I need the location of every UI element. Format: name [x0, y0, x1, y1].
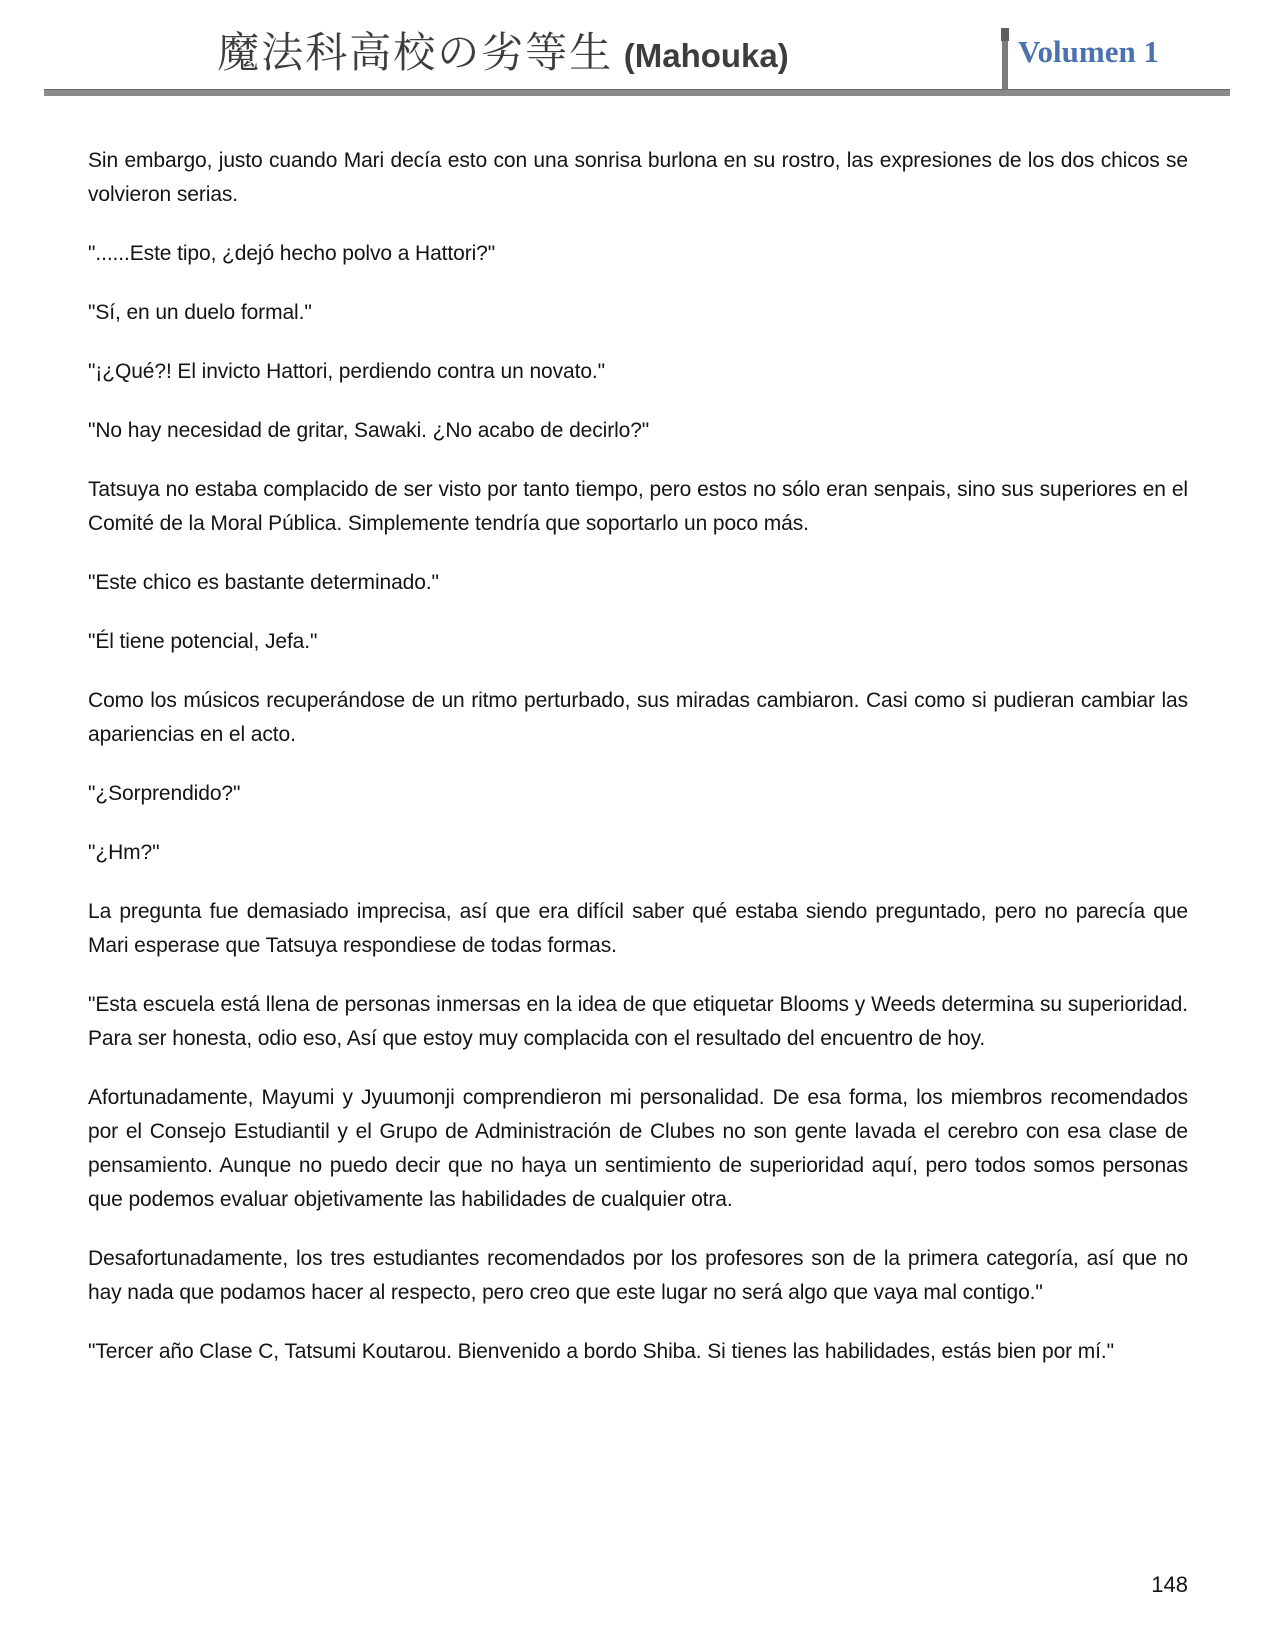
book-title-japanese: 魔法科高校の劣等生 — [217, 31, 614, 77]
header-horizontal-rule — [44, 89, 1230, 96]
paragraph: Desafortunadamente, los tres estudiantes recomendados por los profesores son de la primera categoría, así que no hay nada que podamos hacer al respecto, pero creo que este lugar no será algo que vaya mal contigo." — [88, 1247, 1188, 1304]
book-title-romaji: (Mahouka) — [623, 37, 789, 74]
paragraph: Sin embargo, justo cuando Mari decía esto con una sonrisa burlona en su rostro, las expresiones de los dos chicos se volvieron serias. — [88, 149, 1188, 206]
paragraph: "No hay necesidad de gritar, Sawaki. ¿No acabo de decirlo?" — [88, 419, 650, 442]
volume-label: Volumen 1 — [1018, 34, 1159, 69]
paragraph: Tatsuya no estaba complacido de ser visto por tanto tiempo, pero estos no sólo eran senpais, sino sus superiores en el Comité de la Moral Pública. Simplemente tendría que soportarlo un poco más. — [88, 478, 1188, 535]
page-header-title — [88, 24, 918, 93]
paragraph: "¿Hm?" — [88, 841, 160, 864]
paragraph: La pregunta fue demasiado imprecisa, así que era difícil saber qué estaba siendo preguntado, pero no parecía que Mari esperase que Tatsuya respondiese de todas formas. — [88, 900, 1188, 957]
paragraph: "Él tiene potencial, Jefa." — [88, 630, 318, 653]
paragraph: "¿Sorprendido?" — [88, 782, 241, 805]
paragraph: "Sí, en un duelo formal." — [88, 301, 312, 324]
paragraph: Afortunadamente, Mayumi y Jyuumonji comprendieron mi personalidad. De esa forma, los miembros recomendados por el Consejo Estudiantil y el Grupo de Administración de Clubes no son gente lavada el cerebro con esa clase de pensamiento. Aunque no puedo decir que no haya un sentimiento de superioridad aquí, pero todos somos personas que podemos evaluar objetivamente las habilidades de cualquier otra. — [88, 1086, 1188, 1211]
header-vertical-divider — [1002, 28, 1008, 90]
paragraph: "Tercer año Clase C, Tatsumi Koutarou. Bienvenido a bordo Shiba. Si tienes las habilidades, estás bien por mí." — [88, 1340, 1115, 1363]
paragraph: "......Este tipo, ¿dejó hecho polvo a Hattori?" — [88, 242, 496, 265]
paragraph: "Esta escuela está llena de personas inmersas en la idea de que etiquetar Blooms y Weeds determina su superioridad. Para ser honesta, odio eso, Así que estoy muy complacida con el resultado del encuentro de hoy. — [88, 993, 1188, 1050]
page-number: 148 — [1151, 1572, 1188, 1597]
body-text-container — [88, 144, 1188, 1394]
paragraph: "¡¿Qué?! El invicto Hattori, perdiendo contra un novato." — [88, 360, 605, 383]
paragraph: Como los músicos recuperándose de un ritmo perturbado, sus miradas cambiaron. Casi como si pudieran cambiar las apariencias en el acto. — [88, 689, 1188, 746]
paragraph: "Este chico es bastante determinado." — [88, 571, 439, 594]
